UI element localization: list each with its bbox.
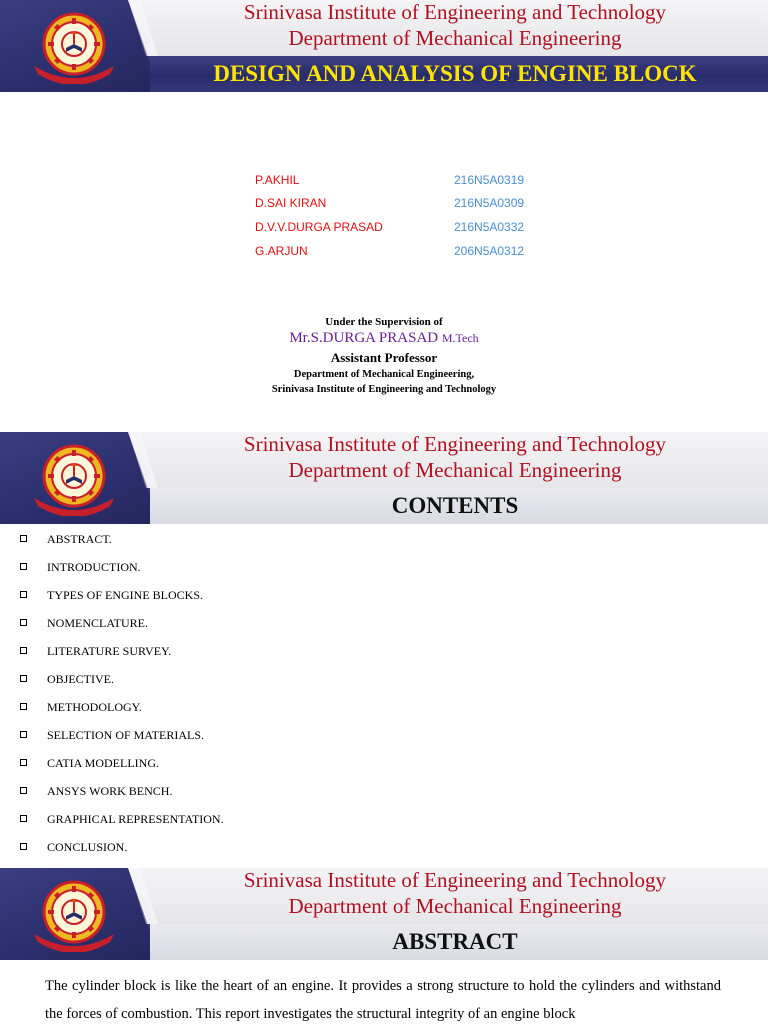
square-bullet-icon [20, 647, 27, 654]
college-logo-icon [28, 440, 120, 516]
square-bullet-icon [20, 731, 27, 738]
slide-title [0, 0, 768, 432]
list-item [20, 670, 224, 698]
square-bullet-icon [20, 815, 27, 822]
slide-header [0, 868, 768, 960]
slide-contents [0, 432, 768, 868]
square-bullet-icon [20, 535, 27, 542]
department-name: Department of Mechanical Engineering [288, 26, 622, 50]
student-name: D.V.V.DURGA PRASAD [255, 220, 383, 234]
department-name: Department of Mechanical Engineering [288, 458, 622, 482]
contents-list [20, 530, 224, 866]
supervisor-institute: Srinivasa Institute of Engineering and Technology [271, 384, 497, 395]
square-bullet-icon [20, 619, 27, 626]
square-bullet-icon [20, 703, 27, 710]
list-item [20, 642, 224, 670]
student-roll: 216N5A0319 [454, 173, 525, 187]
supervisor-line [0, 330, 768, 347]
list-item [20, 614, 224, 642]
list-item [20, 726, 224, 754]
square-bullet-icon [20, 843, 27, 850]
student-name: D.SAI KIRAN [255, 196, 327, 210]
list-item-label: GRAPHICAL REPRESENTATION. [47, 812, 224, 826]
abstract-paragraph: The cylinder block is like the heart of an engine. It provides a strong structure to hold the cylinders and withstand the forces of combustion. This report investigates the structural integrity of an engine block [45, 978, 721, 1022]
institute-name: Srinivasa Institute of Engineering and Technology [243, 0, 667, 24]
contents-title: CONTENTS [391, 493, 519, 518]
list-item [20, 530, 224, 558]
department-name: Department of Mechanical Engineering [288, 894, 622, 918]
supervisor-qualification: M.Tech [441, 331, 479, 345]
student-roll: 216N5A0332 [454, 220, 525, 234]
list-item-label: LITERATURE SURVEY. [47, 644, 172, 658]
list-item-label: METHODOLOGY. [47, 700, 142, 714]
slide-abstract [0, 868, 768, 1024]
list-item-label: NOMENCLATURE. [47, 616, 148, 630]
college-logo-icon [28, 876, 120, 952]
list-item [20, 698, 224, 726]
list-item-label: INTRODUCTION. [47, 560, 141, 574]
presentation-title: DESIGN AND ANALYSIS OF ENGINE BLOCK [213, 61, 697, 86]
list-item-label: CONCLUSION. [47, 840, 128, 854]
slide-header [0, 432, 768, 524]
college-logo-icon [28, 8, 120, 84]
student-roll: 216N5A0309 [454, 196, 525, 210]
list-item [20, 754, 224, 782]
student-roll: 206N5A0312 [454, 244, 525, 258]
list-item-label: SELECTION OF MATERIALS. [47, 728, 205, 742]
square-bullet-icon [20, 591, 27, 598]
list-item-label: CATIA MODELLING. [47, 756, 159, 770]
list-item-label: ANSYS WORK BENCH. [47, 784, 173, 798]
square-bullet-icon [20, 675, 27, 682]
slide-header [0, 0, 768, 92]
institute-name: Srinivasa Institute of Engineering and Technology [243, 432, 667, 456]
supervision-intro: Under the Supervision of [325, 316, 443, 328]
supervisor-designation: Assistant Professor [330, 350, 438, 365]
list-item [20, 838, 224, 866]
supervisor-name: Mr.S.DURGA PRASAD [289, 330, 439, 346]
square-bullet-icon [20, 787, 27, 794]
list-item [20, 782, 224, 810]
list-item-label: OBJECTIVE. [47, 672, 114, 686]
student-name: P.AKHIL [255, 173, 300, 187]
list-item [20, 586, 224, 614]
list-item [20, 810, 224, 838]
supervisor-department: Department of Mechanical Engineering, [293, 369, 475, 380]
abstract-title: ABSTRACT [392, 929, 518, 954]
list-item [20, 558, 224, 586]
square-bullet-icon [20, 563, 27, 570]
list-item-label: TYPES OF ENGINE BLOCKS. [47, 588, 204, 602]
institute-name: Srinivasa Institute of Engineering and Technology [243, 868, 667, 892]
list-item-label: ABSTRACT. [47, 532, 112, 546]
student-name: G.ARJUN [255, 244, 308, 258]
square-bullet-icon [20, 759, 27, 766]
